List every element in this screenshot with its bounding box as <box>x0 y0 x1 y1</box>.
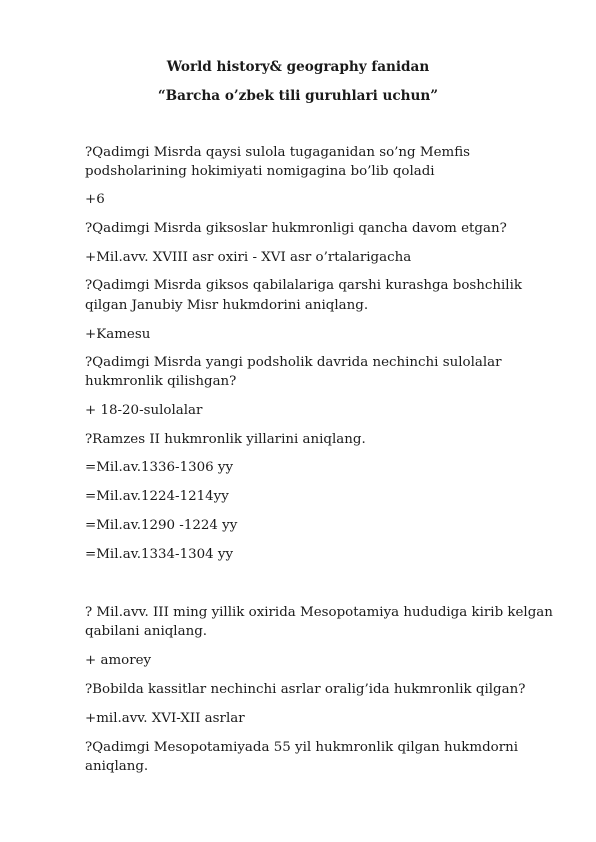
text-line: ?Bobilda kassitlar nechinchi asrlar oralig’ida hukmronlik qilgan? <box>85 682 526 697</box>
text-line: hukmronlik qilishgan? <box>85 374 237 389</box>
answer-line: +mil.avv. XVI-XII asrlar <box>85 711 245 726</box>
text-line: ?Qadimgi Misrda yangi podsholik davrida nechinchi sulolalar <box>85 355 502 370</box>
option-line: =Mil.av.1336-1306 yy <box>85 460 234 475</box>
text-line: qabilani aniqlang. <box>85 624 208 639</box>
answer-line: + 18-20-sulolalar <box>85 403 203 418</box>
option-line: =Mil.av.1290 -1224 yy <box>85 518 238 533</box>
answer-line: + amorey <box>85 653 152 668</box>
option-line: =Mil.av.1224-1214yy <box>85 489 229 504</box>
text-line: ? Mil.avv. III ming yillik oxirida Mesopotamiya hududiga kirib kelgan <box>85 605 553 620</box>
text-line: qilgan Janubiy Misr hukmdorini aniqlang. <box>85 298 369 313</box>
answer-line: +6 <box>85 192 105 207</box>
answer-line: +Kamesu <box>85 327 151 342</box>
option-line: =Mil.av.1334-1304 yy <box>85 547 234 562</box>
text-line: aniqlang. <box>85 759 149 774</box>
text-line: ?Qadimgi Misrda giksos qabilalariga qarshi kurashga boshchilik <box>85 278 522 293</box>
text-line: ?Qadimgi Misrda qaysi sulola tugaganidan so’ng Memfis <box>85 145 471 160</box>
text-line: podsholarining hokimiyati nomigagina bo’lib qoladi <box>85 164 435 179</box>
document-title: World history& geography fanidan <box>166 59 430 75</box>
answer-line: +Mil.avv. XVIII asr oxiri - XVI asr o’rtalarigacha <box>85 250 412 265</box>
text-line: ?Qadimgi Mesopotamiyada 55 yil hukmronlik qilgan hukmdorni <box>85 740 519 755</box>
text-line: ?Ramzes II hukmronlik yillarini aniqlang. <box>85 432 366 447</box>
text-line: ?Qadimgi Misrda giksoslar hukmronligi qancha davom etgan? <box>85 221 507 236</box>
document-subtitle: “Barcha o’zbek tili guruhlari uchun” <box>157 88 439 104</box>
